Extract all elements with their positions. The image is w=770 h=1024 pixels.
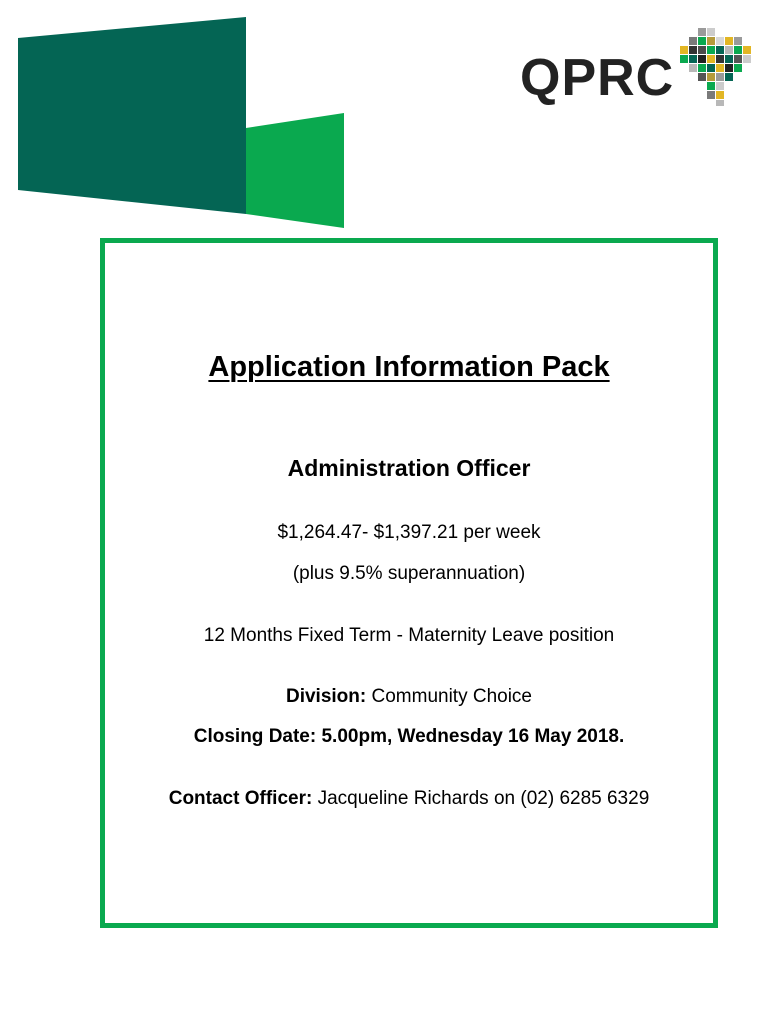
employment-term: 12 Months Fixed Term - Maternity Leave position <box>203 625 615 646</box>
contact-line <box>105 788 713 810</box>
position-title: Administration Officer <box>287 455 531 481</box>
salary-range: $1,264.47- $1,397.21 per week <box>277 522 541 543</box>
contact-label: Contact Officer: <box>168 788 313 809</box>
closing-date: Closing Date: 5.00pm, Wednesday 16 May 2018. <box>193 726 625 747</box>
division-label: Division: <box>285 686 367 707</box>
logo-wordmark: QPRC <box>520 49 675 107</box>
document-title: Application Information Pack <box>208 351 610 383</box>
header-graphic <box>0 0 360 240</box>
dark-green-panel <box>18 17 246 214</box>
light-green-panel <box>246 113 344 228</box>
superannuation-note: (plus 9.5% superannuation) <box>292 563 526 584</box>
information-box <box>100 238 718 928</box>
division-line <box>105 686 713 708</box>
qprc-logo <box>516 26 756 116</box>
logo-mosaic-icon <box>676 26 756 108</box>
division-value: Community Choice <box>371 686 532 707</box>
contact-value: Jacqueline Richards on (02) 6285 6329 <box>317 788 650 809</box>
